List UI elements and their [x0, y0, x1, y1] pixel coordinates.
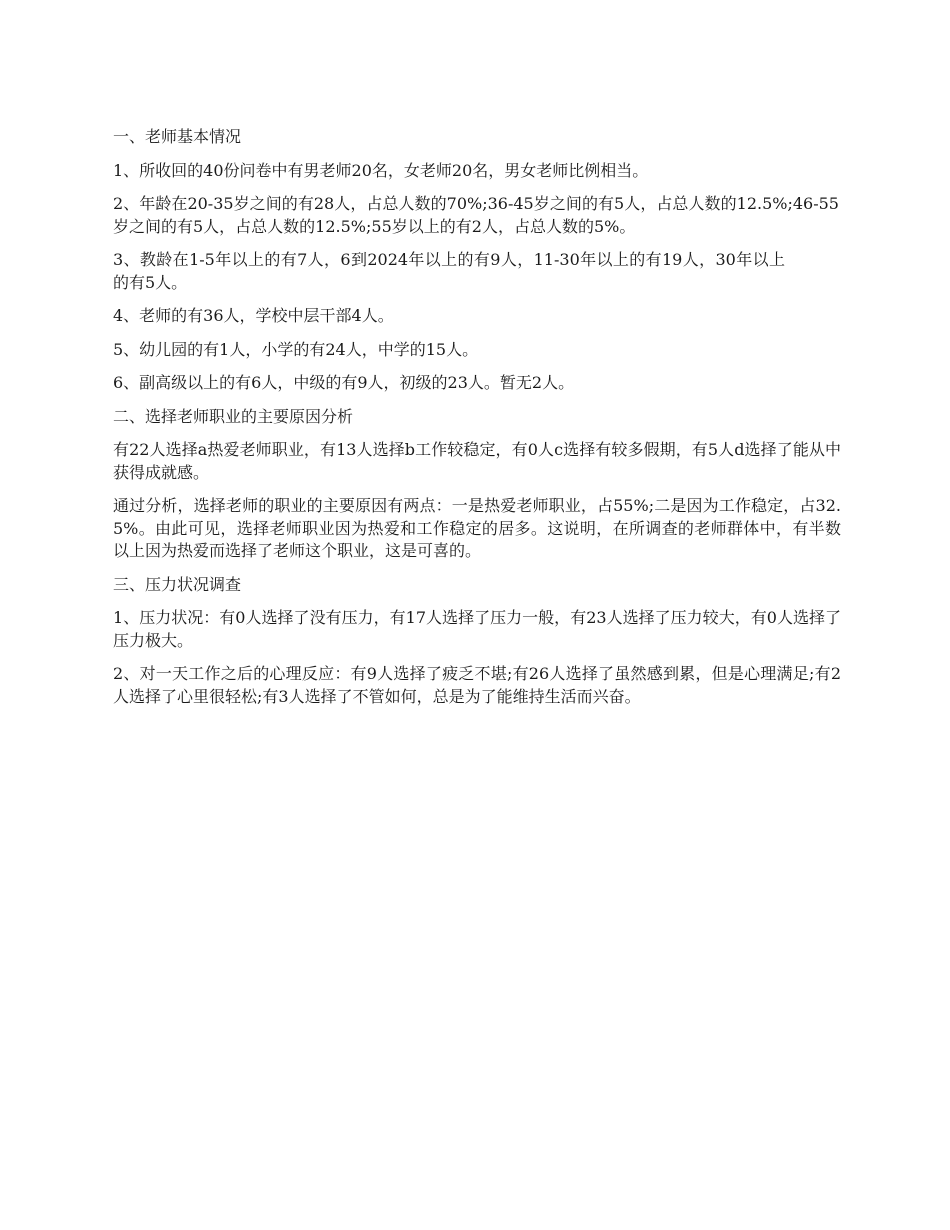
paragraph-teaching-years: 3、教龄在1-5年以上的有7人，6到2024年以上的有9人，11-30年以上的有19人，30年以上的有5人。 — [113, 250, 785, 292]
paragraph-gender: 1、所收回的40份问卷中有男老师20名，女老师20名，男女老师比例相当。 — [113, 160, 649, 180]
paragraph-age: 2、年龄在20-35岁之间的有28人，占总人数的70%;36-45岁之间的有5人，占总人数的12.5%;46-55岁之间的有5人，占总人数的12.5%;55岁以上的有2人，占总人数的5%。 — [113, 194, 839, 236]
paragraph-position: 4、老师的有36人，学校中层干部4人。 — [113, 306, 394, 325]
section-heading-career-reasons: 二、选择老师职业的主要原因分析 — [113, 406, 354, 426]
paragraph-school-level: 5、幼儿园的有1人，小学的有24人，中学的15人。 — [113, 339, 479, 359]
paragraph-reason-choices: 有22人选择a热爱老师职业，有13人选择b工作较稳定，有0人c选择有较多假期，有5人d选择了能从中获得成就感。 — [113, 440, 841, 482]
section-heading-basic-info: 一、老师基本情况 — [113, 127, 242, 146]
paragraph-title-rank: 6、副高级以上的有6人，中级的有9人，初级的23人。暂无2人。 — [113, 373, 575, 392]
paragraph-reason-analysis: 通过分析，选择老师的职业的主要原因有两点：一是热爱老师职业，占55%;二是因为工作稳定，占32.5%。由此可见，选择老师职业因为热爱和工作稳定的居多。这说明，在所调查的老师群体中，有半数以上因为热爱而选择了老师这个职业，这是可喜的。 — [113, 496, 841, 560]
paragraph-after-work-reaction: 2、对一天工作之后的心理反应：有9人选择了疲乏不堪;有26人选择了虽然感到累，但是心理满足;有2人选择了心里很轻松;有3人选择了不管如何，总是为了能维持生活而兴奋。 — [113, 664, 841, 706]
document-body — [113, 126, 841, 719]
paragraph-stress-status: 1、压力状况：有0人选择了没有压力，有17人选择了压力一般，有23人选择了压力较大，有0人选择了压力极大。 — [113, 608, 841, 650]
section-heading-stress-survey: 三、压力状况调查 — [113, 574, 242, 594]
